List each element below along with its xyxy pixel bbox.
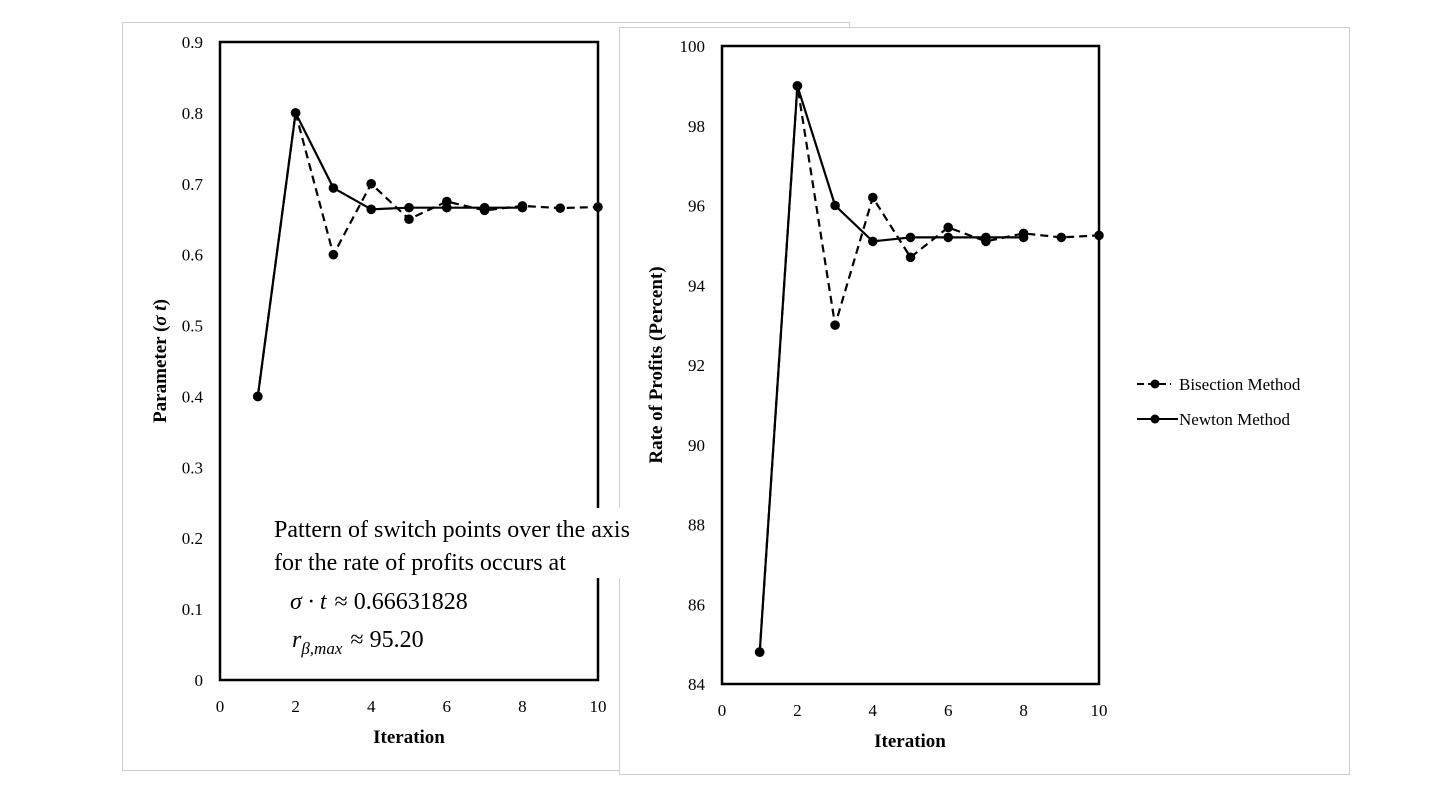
point-bisection-method-right-8	[1057, 233, 1067, 243]
y-tick-label-left-5: 0.5	[181, 316, 203, 336]
y-axis-label-right: Rate of Profits (Percent)	[646, 266, 667, 464]
x-tick-label-right-2: 4	[868, 701, 878, 720]
eq2-lhs: r	[292, 627, 302, 653]
series-line-bisection-method-left	[258, 113, 598, 397]
y-tick-label-right-7: 98	[688, 116, 705, 136]
y-tick-label-left-4: 0.4	[181, 387, 203, 407]
x-tick-label-left-0: 0	[215, 697, 225, 716]
point-newton-method-right-0	[755, 647, 765, 657]
x-tick-label-right-5: 10	[1090, 701, 1108, 720]
y-tick-label-right-3: 90	[688, 435, 705, 455]
y-tick-label-right-5: 94	[688, 276, 705, 296]
point-newton-method-left-6	[480, 203, 490, 213]
point-bisection-method-left-9	[593, 202, 603, 212]
annotation-line-2: for the rate of profits occurs at	[274, 550, 566, 576]
point-newton-method-right-2	[830, 201, 840, 211]
y-tick-label-right-0: 84	[688, 675, 705, 694]
point-bisection-method-left-3	[366, 179, 376, 189]
y-axis-label-left-symbol: σ t	[150, 305, 171, 326]
point-newton-method-right-4	[906, 233, 916, 243]
y-tick-label-right-8: 100	[679, 37, 705, 56]
y-tick-label-left-7: 0.7	[181, 174, 203, 194]
y-tick-label-left-2: 0.2	[181, 529, 203, 549]
series-line-newton-method-right	[760, 86, 1024, 652]
x-tick-label-right-3: 6	[943, 701, 953, 720]
annotation-equation-1	[290, 589, 468, 615]
x-tick-label-left-4: 8	[518, 697, 527, 716]
annotation-line-1: Pattern of switch points over the axis	[274, 517, 630, 543]
legend	[1137, 375, 1301, 429]
point-bisection-method-left-8	[555, 203, 565, 213]
x-tick-label-right-1: 2	[793, 701, 802, 720]
eq2-rhs: ≈ 95.20	[350, 627, 424, 653]
annotation-equation-2	[292, 627, 424, 658]
tick-labels-right	[680, 37, 1108, 720]
point-newton-method-left-4	[404, 203, 414, 213]
point-newton-method-right-3	[868, 237, 878, 247]
y-axis-label-left	[150, 299, 171, 423]
point-bisection-method-right-4	[906, 253, 916, 263]
eq2-sub: β,max	[301, 639, 343, 658]
point-newton-method-left-7	[518, 203, 528, 213]
legend-bisection-label: Bisection Method	[1179, 375, 1301, 394]
point-bisection-method-right-2	[830, 320, 840, 330]
series-left	[253, 108, 603, 401]
y-tick-label-left-0: 0	[194, 671, 203, 690]
x-tick-label-left-5: 10	[589, 697, 607, 716]
x-tick-label-left-2: 4	[366, 697, 376, 716]
x-tick-label-left-1: 2	[291, 697, 300, 716]
point-newton-method-right-6	[981, 233, 991, 243]
point-newton-method-right-1	[793, 81, 803, 91]
point-newton-method-left-0	[253, 392, 263, 402]
point-bisection-method-left-2	[329, 250, 339, 260]
x-tick-label-left-3: 6	[442, 697, 452, 716]
y-axis-label-left-text: Parameter (	[150, 325, 171, 423]
legend-newton-label: Newton Method	[1179, 410, 1290, 429]
series-right	[755, 81, 1104, 657]
profits-chart	[646, 37, 1108, 752]
y-tick-label-right-1: 86	[688, 595, 705, 615]
point-bisection-method-right-5	[943, 223, 953, 233]
series-line-bisection-method-right	[760, 86, 1099, 652]
y-tick-label-right-6: 96	[688, 196, 705, 216]
plot-area-left	[220, 42, 598, 680]
annotation-box	[268, 508, 680, 658]
eq1-rhs: ≈ 0.66631828	[334, 589, 468, 615]
y-tick-label-left-1: 0.1	[181, 600, 203, 620]
y-tick-label-left-8: 0.8	[181, 103, 203, 123]
point-bisection-method-right-3	[868, 193, 878, 203]
point-newton-method-right-7	[1019, 233, 1029, 243]
x-tick-label-right-4: 8	[1019, 701, 1028, 720]
point-newton-method-right-5	[943, 233, 953, 243]
y-tick-label-left-3: 0.3	[181, 458, 203, 478]
eq1-lhs: σ · t	[290, 589, 327, 615]
x-axis-label-right: Iteration	[874, 731, 946, 752]
x-axis-label-left: Iteration	[373, 727, 445, 748]
y-tick-label-left-6: 0.6	[181, 245, 203, 265]
legend-newton-marker	[1151, 415, 1160, 424]
x-tick-label-right-0: 0	[717, 701, 727, 720]
point-bisection-method-left-4	[404, 214, 414, 224]
series-line-newton-method-left	[258, 113, 523, 397]
point-newton-method-left-5	[442, 203, 452, 213]
point-newton-method-left-2	[329, 183, 339, 193]
point-newton-method-left-1	[291, 108, 301, 118]
y-axis-label-left-close: )	[150, 299, 171, 306]
y-tick-label-right-4: 92	[688, 356, 705, 375]
point-bisection-method-right-9	[1094, 231, 1104, 241]
y-tick-label-right-2: 88	[688, 515, 705, 535]
point-newton-method-left-3	[366, 204, 376, 214]
legend-bisection-marker	[1151, 380, 1160, 389]
y-tick-label-left-9: 0.9	[181, 33, 203, 52]
